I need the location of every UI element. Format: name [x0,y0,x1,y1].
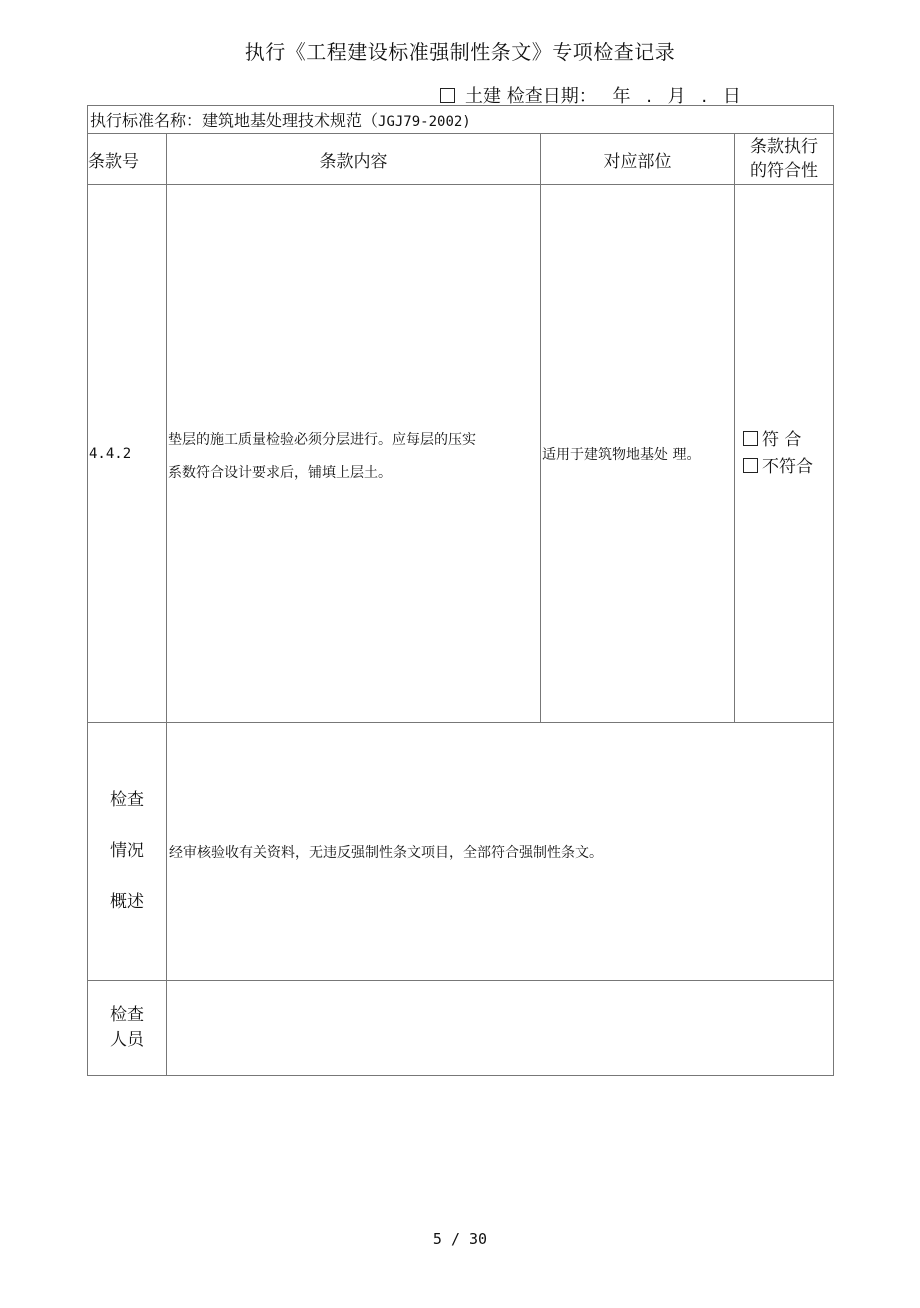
header-compliance-line1: 条款执行 [750,137,819,157]
noncomply-checkbox[interactable] [743,458,758,473]
page-number: 5 / 30 [432,1230,488,1248]
header-applicable-part-text: 对应部位 [603,151,672,172]
header-compliance [735,134,834,185]
year-label: 年 [612,86,631,107]
option-noncomply[interactable] [743,454,833,481]
clause-content-line2: 系数符合设计要求后，铺填上层土。 [168,464,392,481]
header-clause-no [88,134,167,185]
header-compliance-line2: 的符合性 [750,161,819,181]
date-separator: . [646,86,652,107]
standard-code: JGJ79-2002) [378,114,471,130]
date-label: 检查日期： [506,86,597,107]
comply-checkbox[interactable] [743,431,758,446]
compliance-options [735,185,834,723]
inspection-table [87,105,834,1076]
header-applicable-part [541,134,735,185]
category-label: 土建 [465,86,501,107]
clause-content [167,185,541,723]
option-noncomply-label: 不符合 [762,456,813,477]
summary-label-3: 概述 [110,892,144,912]
standard-name-label: 执行标准名称：建筑地基处理技术规范（ [90,111,379,130]
option-comply[interactable] [743,427,833,454]
day-label: 日 [722,86,741,107]
header-clause-content [167,134,541,185]
header-clause-no-text: 条款号 [88,151,139,172]
summary-label [88,723,167,981]
standard-name-cell [88,106,834,134]
date-separator: . [701,86,708,107]
clause-content-line1: 垫层的施工质量检验必须分层进行。应每层的压实 [168,431,476,448]
summary-label-1: 检查 [110,790,144,810]
document-title: 执行《工程建设标准强制性条文》专项检查记录 [244,40,676,64]
month-label: 月 [667,86,686,107]
summary-label-2: 情况 [110,841,144,861]
inspector-label [88,981,167,1076]
inspector-label-1: 检查 [110,1005,144,1025]
clause-number: 4.4.2 [88,185,167,723]
summary-text: 经审核验收有关资料，无违反强制性条文项目，全部符合强制性条文。 [167,723,834,981]
inspector-label-2: 人员 [110,1030,144,1050]
applicable-part: 适用于建筑物地基处 理。 [541,185,735,723]
inspector-value[interactable] [167,981,834,1076]
option-comply-label: 符 合 [762,429,802,450]
category-checkbox[interactable] [440,88,455,103]
header-clause-content-text: 条款内容 [319,151,388,172]
